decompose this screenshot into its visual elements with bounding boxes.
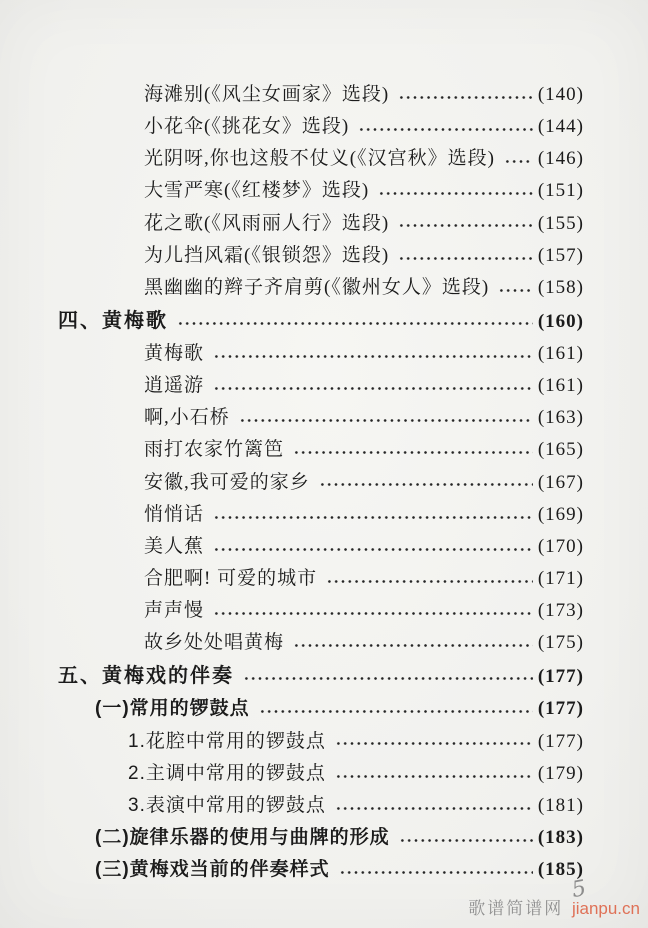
toc-entry-page: (179) <box>537 762 584 784</box>
dot-leader <box>335 805 533 812</box>
toc-entry-label: 花之歌(《风雨丽人行》选段) <box>144 212 390 234</box>
table-of-contents <box>58 84 584 882</box>
toc-entry-page: (177) <box>537 698 584 720</box>
toc-entry-label: 光阴呀,你也这般不仗义(《汉宫秋》选段) <box>144 148 495 170</box>
dot-leader <box>319 481 533 488</box>
toc-entry <box>58 504 584 527</box>
toc-entry <box>58 859 584 882</box>
dot-leader <box>213 546 533 553</box>
toc-entry <box>58 343 584 366</box>
toc-entry <box>58 731 584 754</box>
toc-entry-label: 合肥啊! 可爱的城市 <box>144 567 318 589</box>
dot-leader <box>213 610 533 617</box>
toc-entry-label: 为儿挡风霜(《银锁怨》选段) <box>144 244 390 266</box>
dot-leader <box>293 449 533 456</box>
toc-entry-page: (146) <box>537 148 584 170</box>
toc-entry-page: (144) <box>537 116 584 138</box>
toc-entry <box>58 148 584 171</box>
toc-entry <box>58 827 584 850</box>
toc-entry-page: (161) <box>537 343 584 364</box>
toc-entry <box>58 439 584 462</box>
toc-entry <box>58 568 584 591</box>
dot-leader <box>339 869 533 876</box>
toc-entry-page: (155) <box>537 212 584 234</box>
dot-leader <box>335 740 533 747</box>
dot-leader <box>335 773 533 780</box>
dot-leader <box>243 675 533 682</box>
toc-entry-page: (151) <box>537 180 584 202</box>
toc-entry <box>58 245 584 268</box>
toc-entry-label: (三)黄梅戏当前的伴奏样式 <box>95 859 330 880</box>
toc-entry <box>58 309 584 334</box>
toc-entry <box>58 698 584 721</box>
toc-entry-label: 海滩别(《风尘女画家》选段) <box>144 84 390 105</box>
toc-entry <box>58 536 584 559</box>
dot-leader <box>326 578 533 585</box>
toc-entry-page: (181) <box>537 794 584 816</box>
toc-entry-label: 悄悄话 <box>144 503 205 525</box>
toc-entry-label: 五、黄梅戏的伴奏 <box>58 665 234 688</box>
toc-entry <box>58 600 584 623</box>
toc-entry-label: 黑幽幽的辫子齐肩剪(《徽州女人》选段) <box>144 276 490 298</box>
toc-entry-page: (183) <box>537 826 584 848</box>
watermark-site-name: 歌谱简谱网 <box>468 899 564 918</box>
dot-leader <box>398 222 533 229</box>
dot-leader <box>239 417 533 424</box>
toc-entry-label: 1.花腔中常用的锣鼓点 <box>128 730 326 752</box>
dot-leader <box>378 190 533 197</box>
toc-entry-page: (170) <box>537 535 584 557</box>
toc-entry <box>58 116 584 139</box>
toc-entry <box>58 632 584 655</box>
dot-leader <box>213 353 533 360</box>
toc-entry-page: (165) <box>537 439 584 461</box>
toc-entry-page: (185) <box>537 859 584 880</box>
toc-entry <box>58 84 584 107</box>
toc-entry <box>58 180 584 203</box>
toc-entry <box>58 277 584 300</box>
page-number: 5 <box>569 875 589 904</box>
watermark <box>468 894 640 919</box>
toc-entry-page: (167) <box>537 471 584 493</box>
dot-leader <box>399 837 533 844</box>
dot-leader <box>293 642 533 649</box>
toc-entry-label: 故乡处处唱黄梅 <box>144 632 285 654</box>
toc-entry-page: (177) <box>537 730 584 752</box>
toc-entry-label: (一)常用的锣鼓点 <box>95 698 250 720</box>
toc-entry-label: 大雪严寒(《红楼梦》选段) <box>144 180 370 202</box>
toc-entry-label: 啊,小石桥 <box>144 407 230 429</box>
dot-leader <box>358 126 533 133</box>
toc-entry-label: 2.主调中常用的锣鼓点 <box>128 762 326 784</box>
dot-leader <box>177 320 533 327</box>
toc-entry <box>58 375 584 398</box>
toc-entry-page: (169) <box>537 503 584 525</box>
toc-entry-label: 小花伞(《挑花女》选段) <box>144 116 350 138</box>
dot-leader <box>213 385 533 392</box>
toc-entry-label: (二)旋律乐器的使用与曲牌的形成 <box>95 826 390 848</box>
dot-leader <box>398 255 533 262</box>
dot-leader <box>504 158 533 165</box>
toc-entry-label: 雨打农家竹篱笆 <box>144 439 285 461</box>
toc-entry-label: 黄梅歌 <box>144 343 205 364</box>
toc-entry-label: 美人蕉 <box>144 535 205 557</box>
toc-entry-page: (140) <box>537 84 584 105</box>
toc-entry-page: (173) <box>537 600 584 621</box>
toc-entry-page: (177) <box>537 666 584 688</box>
toc-entry-page: (161) <box>537 375 584 397</box>
toc-entry <box>58 213 584 236</box>
toc-entry-label: 逍遥游 <box>144 375 205 397</box>
toc-entry <box>58 763 584 786</box>
toc-entry-label: 声声慢 <box>144 600 205 621</box>
toc-entry <box>58 407 584 430</box>
toc-entry-page: (171) <box>537 567 584 589</box>
dot-leader <box>259 708 533 715</box>
toc-entry-label: 四、黄梅歌 <box>58 309 168 332</box>
toc-entry <box>58 664 584 689</box>
toc-entry <box>58 472 584 495</box>
dot-leader <box>398 94 533 101</box>
toc-entry-label: 安徽,我可爱的家乡 <box>144 471 310 493</box>
dot-leader <box>498 287 533 294</box>
toc-entry <box>58 795 584 818</box>
toc-entry-page: (157) <box>537 244 584 266</box>
toc-entry-page: (160) <box>537 310 584 332</box>
dot-leader <box>213 514 533 521</box>
toc-entry-page: (158) <box>537 276 584 298</box>
toc-entry-page: (163) <box>537 407 584 429</box>
watermark-site-url: jianpu.cn <box>571 899 640 918</box>
toc-entry-label: 3.表演中常用的锣鼓点 <box>128 794 326 816</box>
toc-entry-page: (175) <box>537 632 584 654</box>
